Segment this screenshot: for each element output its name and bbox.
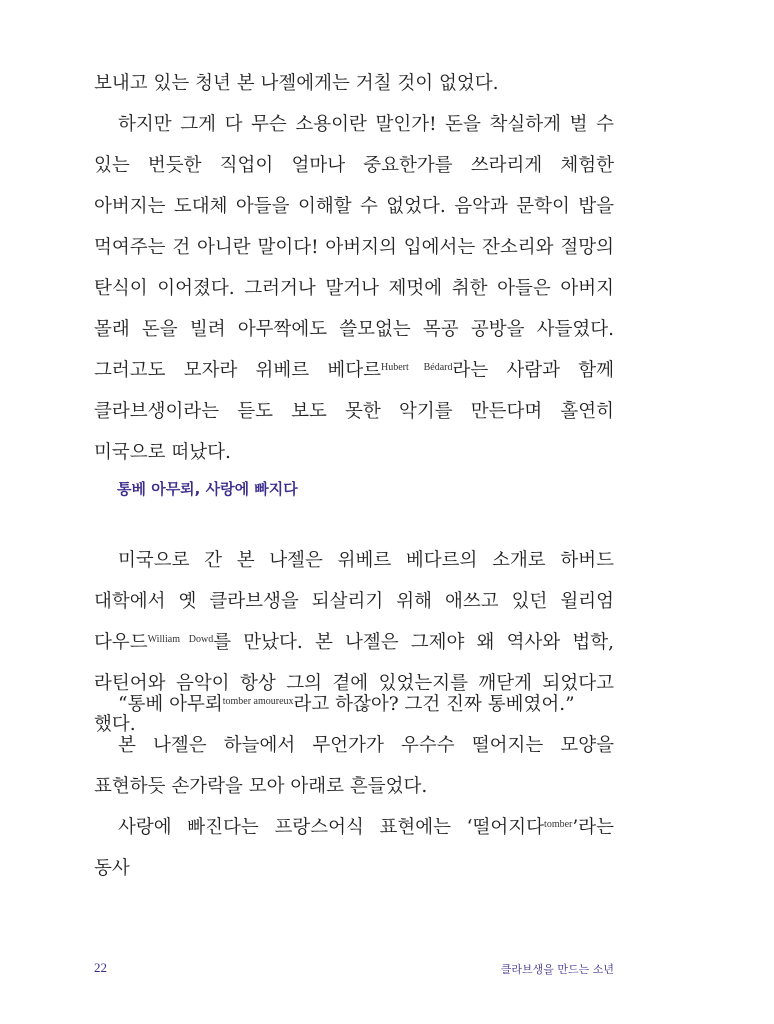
paragraph-father	[94, 104, 614, 473]
original-word-note: tomber	[544, 819, 573, 830]
paragraph-text: 보내고 있는 청년 본 나젤에게는 거칠 것이 없었다.	[94, 73, 499, 94]
quote-text: 라고 하잖아? 그건 진짜 통베였어.”	[293, 694, 575, 715]
paragraph-text: 사랑에 빠진다는 프랑스어식 표현에는 ‘떨어지다	[118, 817, 545, 838]
original-phrase-note: tomber amoureux	[222, 696, 294, 707]
page-number: 22	[94, 960, 107, 975]
running-head: 클라브생을 만드는 소년	[500, 963, 614, 976]
paragraph-continued	[94, 63, 614, 104]
paragraph-text: 를 만났다. 본 나젤은 그제야 왜 역사와 법학, 라틴어와 음악이 항상 그의 곁에 있었는지를 깨닫게 되었다고 했다.	[94, 632, 615, 735]
original-name-note: Hubert Bédard	[380, 362, 453, 373]
original-name-note: William Dowd	[147, 634, 214, 645]
paragraph-text: 본 나젤은 하늘에서 무언가가 우수수 떨어지는 모양을 표현하듯 손가락을 모아 아래로 흔들었다.	[94, 735, 614, 797]
quote-text: “통베 아무뢰	[118, 694, 223, 715]
paragraph-expression	[94, 807, 614, 889]
section-heading: 통베 아무뢰, 사랑에 빠지다	[117, 480, 298, 498]
paragraph-text: ’라는 동사	[94, 817, 614, 879]
paragraph-text: 하지만 그게 다 무슨 소용이란 말인가! 돈을 착실하게 벌 수 있는 번듯한 직업이 얼마나 중요한가를 쓰라리게 체험한 아버지는 도대체 아들을 이해할 수 없었다. 음악과 문학이 밥을 먹여주는 건 아니란 말이다! 아버지의 입에서는 잔소리와 절망의 탄식이 이어졌다. 그러거나 말거나 제멋에 취한 아들은 아버지 몰래 돈을 빌려 아무짝에도 쓸모없는 목공 공방을 사들였다. 그러고도 모자라 위베르 베다르	[94, 114, 614, 381]
paragraph-gesture	[94, 725, 614, 807]
paragraph-quote	[94, 684, 614, 725]
paragraph-text: 라는 사람과 함께 클라브생이라는 듣도 보도 못한 악기를 만든다며 홀연히 미국으로 떠났다.	[94, 360, 614, 463]
paragraph-text: 미국으로 간 본 나젤은 위베르 베다르의 소개로 하버드 대학에서 옛 클라브생을 되살리기 위해 애쓰고 있던 윌리엄 다우드	[94, 550, 614, 653]
